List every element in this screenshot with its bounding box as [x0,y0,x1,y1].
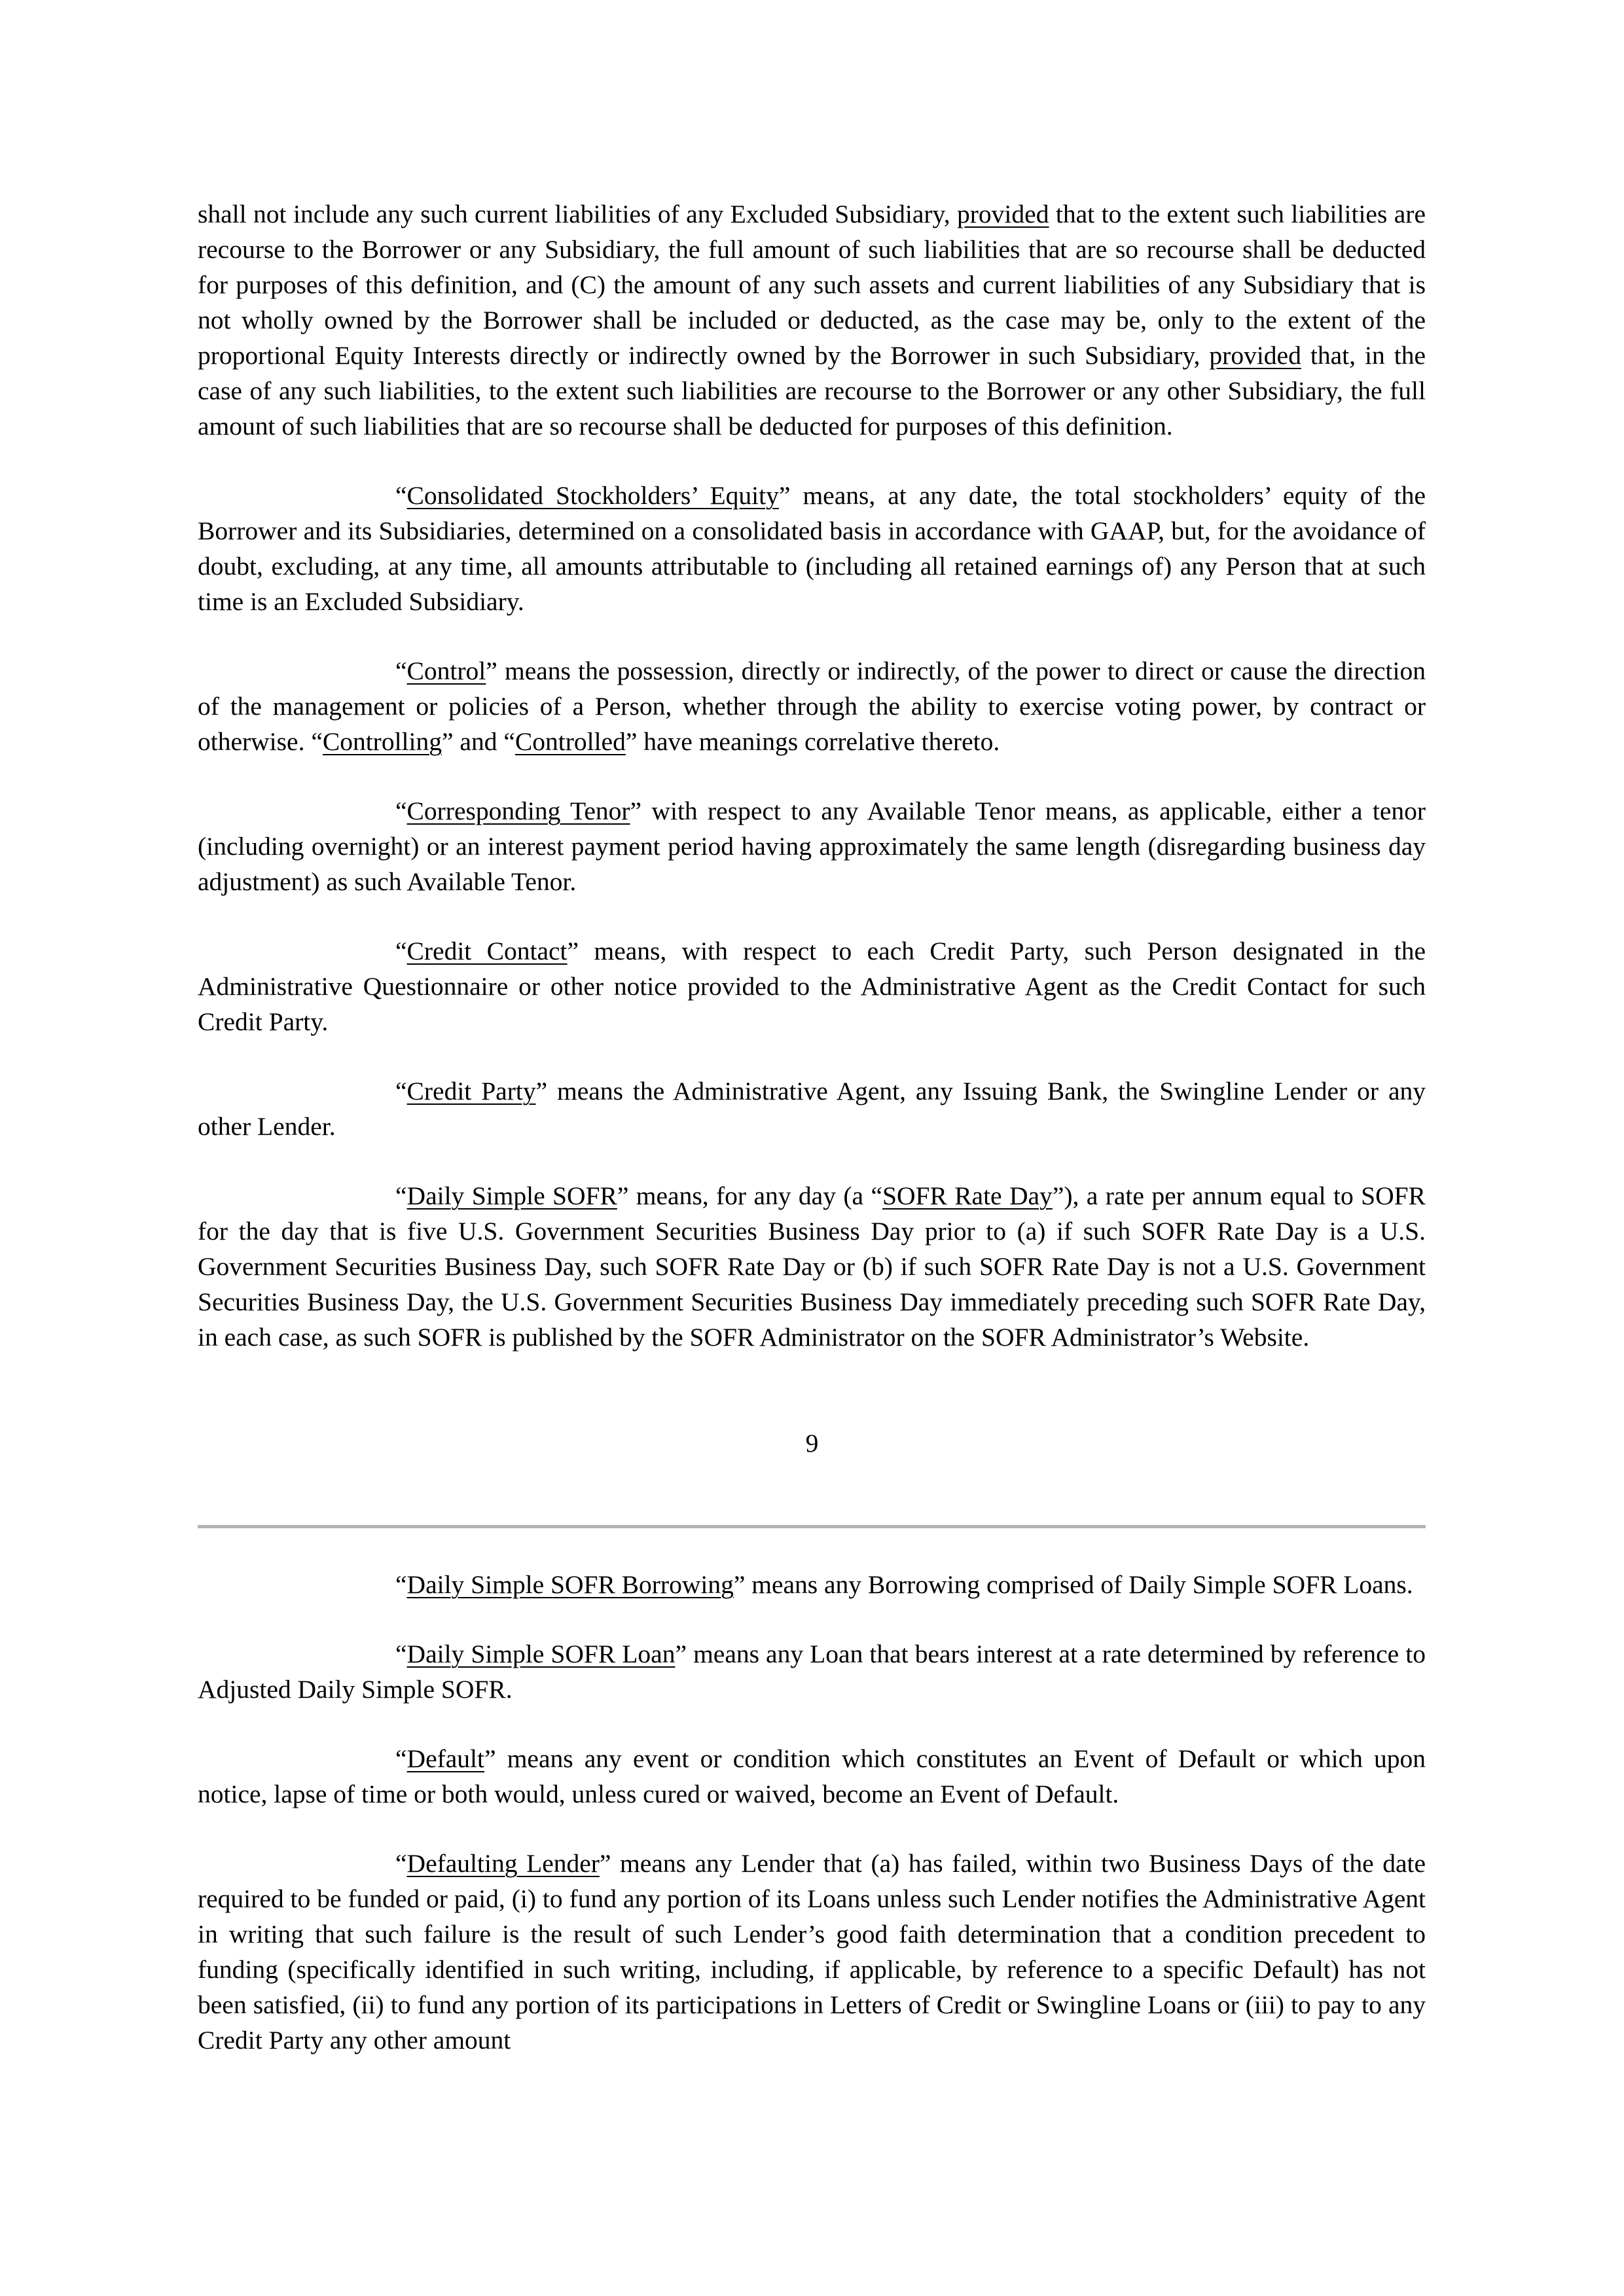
defined-term: Daily Simple SOFR [406,1181,617,1210]
definition-credit-party: “Credit Party” means the Administrative Agent, any Issuing Bank, the Swingline Lender or any other Lender. [198,1077,1426,1141]
defined-term: SOFR Rate Day [882,1181,1053,1210]
defined-term: Default [406,1744,484,1773]
page-divider [198,1525,1426,1528]
defined-term: Defaulting Lender [406,1849,600,1878]
defined-term: Controlling [322,727,442,756]
defined-term: Daily Simple SOFR Loan [406,1640,676,1668]
defined-term: Daily Simple SOFR Borrowing [406,1570,734,1599]
defined-term: Credit Party [406,1077,536,1105]
defined-term: Controlled [514,727,626,756]
definition-default: “Default” means any event or condition which constitutes an Event of Default or which upon notice, lapse of time or both would, unless cured or waived, become an Event of Default. [198,1744,1426,1808]
definition-corresponding-tenor: “Corresponding Tenor” with respect to any Available Tenor means, as applicable, either a tenor (including overnight) or an interest payment period having approximately the same length (disregarding business day adjustment) as such Available Tenor. [198,797,1426,896]
provided-term: provided [957,200,1049,228]
definition-consolidated-stockholders-equity: “Consolidated Stockholders’ Equity” means, at any date, the total stockholders’ equity of the Borrower and its Subsidiaries, determined on a consolidated basis in accordance with GAAP, but, for the avoidance of doubt, excluding, at any time, all amounts attributable to (including all retained earnings of) any Person that at such time is an Excluded Subsidiary. [198,481,1426,616]
definition-daily-simple-sofr: “Daily Simple SOFR” means, for any day (a “SOFR Rate Day”), a rate per annum equal to SOFR for the day that is five U.S. Government Securities Business Day prior to (a) if such SOFR Rate Day is a U.S. Government Securities Business Day, such SOFR Rate Day or (b) if such SOFR Rate Day is not a U.S. Government Securities Business Day, the U.S. Government Securities Business Day immediately preceding such SOFR Rate Day, in each case, as such SOFR is published by the SOFR Administrator on the SOFR Administrator’s Website. [198,1181,1426,1352]
definition-control: “Control” means the possession, directly or indirectly, of the power to direct or cause the direction of the management or policies of a Person, whether through the ability to exercise voting power, by contract or otherwise. “Controlling” and “Controlled” have meanings correlative thereto. [198,656,1426,756]
defined-term: Consolidated Stockholders’ Equity [406,481,779,510]
defined-term: Credit Contact [406,937,568,965]
page-number: 9 [805,1429,819,1458]
defined-term: Corresponding Tenor [406,797,630,825]
paragraph-continuation: shall not include any such current liabilities of any Excluded Subsidiary, provided that to the extent such liabilities are recourse to the Borrower or any Subsidiary, the full amount of such liabilities that are so recourse shall be deducted for purposes of this definition, and (C) the amount of any such assets and current liabilities of any Subsidiary that is not wholly owned by the Borrower shall be included or deducted, as the case may be, only to the extent of the proportional Equity Interests directly or indirectly owned by the Borrower in such Subsidiary, provided that, in the case of any such liabilities, to the extent such liabilities are recourse to the Borrower or any other Subsidiary, the full amount of such liabilities that are so recourse shall be deducted for purposes of this definition. [198,200,1426,440]
document-page-lower [198,1567,1426,2058]
document-page-upper [198,196,1426,1355]
definition-daily-simple-sofr-borrowing: “Daily Simple SOFR Borrowing” means any Borrowing comprised of Daily Simple SOFR Loans. [395,1570,1413,1599]
provided-term: provided [1209,341,1301,370]
defined-term: Control [406,656,486,685]
definition-defaulting-lender: “Defaulting Lender” means any Lender that (a) has failed, within two Business Days of the date required to be funded or paid, (i) to fund any portion of its Loans unless such Lender notifies the Administrative Agent in writing that such failure is the result of such Lender’s good faith determination that a condition precedent to funding (specifically identified in such writing, including, if applicable, by reference to a specific Default) has not been satisfied, (ii) to fund any portion of its participations in Letters of Credit or Swingline Loans or (iii) to pay to any Credit Party any other amount [198,1849,1426,2054]
definition-credit-contact: “Credit Contact” means, with respect to each Credit Party, such Person designated in the Administrative Questionnaire or other notice provided to the Administrative Agent as the Credit Contact for such Credit Party. [198,937,1426,1036]
definition-daily-simple-sofr-loan: “Daily Simple SOFR Loan” means any Loan that bears interest at a rate determined by reference to Adjusted Daily Simple SOFR. [198,1640,1426,1704]
